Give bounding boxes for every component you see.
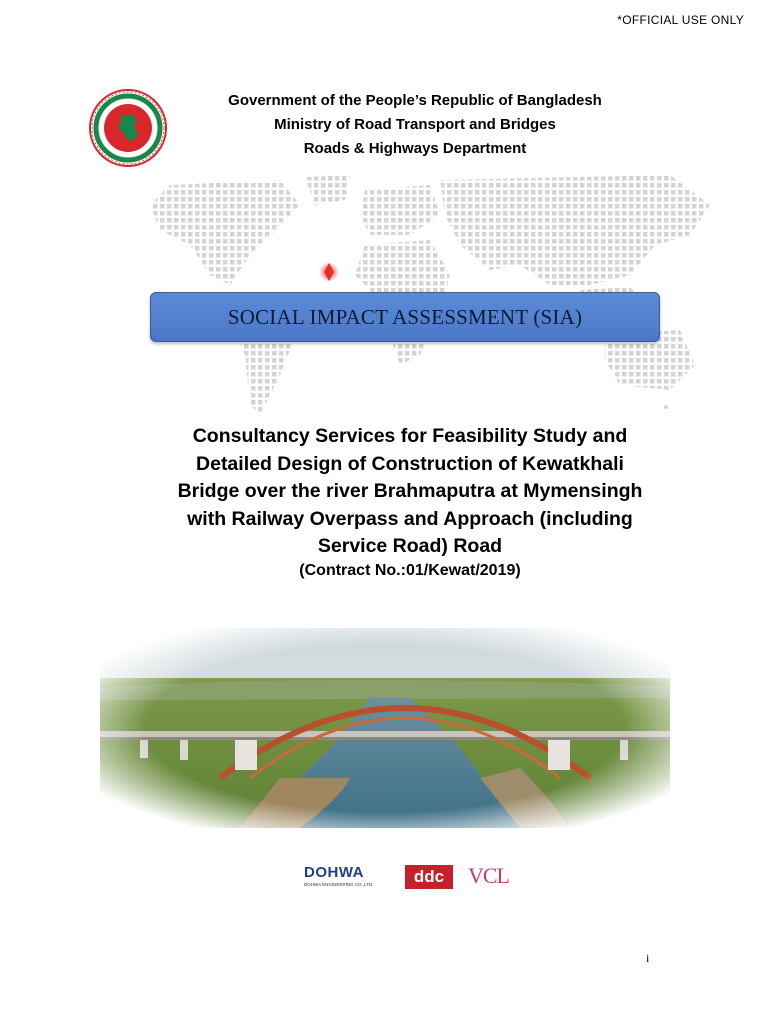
dohwa-logo-text: DOHWA xyxy=(304,864,364,881)
project-title-line: Consultancy Services for Feasibility Study and xyxy=(192,425,628,447)
page-number: i xyxy=(646,951,650,965)
bridge-rendering-image xyxy=(100,628,670,828)
bangladesh-govt-emblem-icon xyxy=(88,88,168,168)
contract-number: (Contract No.:01/Kewat/2019) xyxy=(299,562,521,579)
project-title xyxy=(100,423,720,561)
project-title-line: Service Road) Road xyxy=(317,535,503,557)
project-title-line: Bridge over the river Brahmaputra at Mymensingh xyxy=(177,480,643,502)
header-line-government: Government of the People’s Republic of Bangladesh xyxy=(228,92,602,109)
dohwa-logo xyxy=(304,864,386,887)
header-line-ministry: Ministry of Road Transport and Bridges xyxy=(274,116,556,133)
project-title-line: with Railway Overpass and Approach (including xyxy=(187,507,633,530)
sia-title-banner: SOCIAL IMPACT ASSESSMENT (SIA) xyxy=(150,292,660,342)
project-title-line: Detailed Design of Construction of Kewatkhali xyxy=(196,452,624,475)
vcl-logo: VCL xyxy=(468,863,509,888)
consultant-logos xyxy=(300,858,550,898)
government-header xyxy=(160,89,670,161)
ddc-logo: ddc xyxy=(405,865,453,889)
header-line-department: Roads & Highways Department xyxy=(303,140,527,157)
classification-label: *OFFICIAL USE ONLY xyxy=(617,13,744,27)
dohwa-logo-subtitle: DOHWA ENGINEERING CO.,LTD. xyxy=(304,882,374,887)
